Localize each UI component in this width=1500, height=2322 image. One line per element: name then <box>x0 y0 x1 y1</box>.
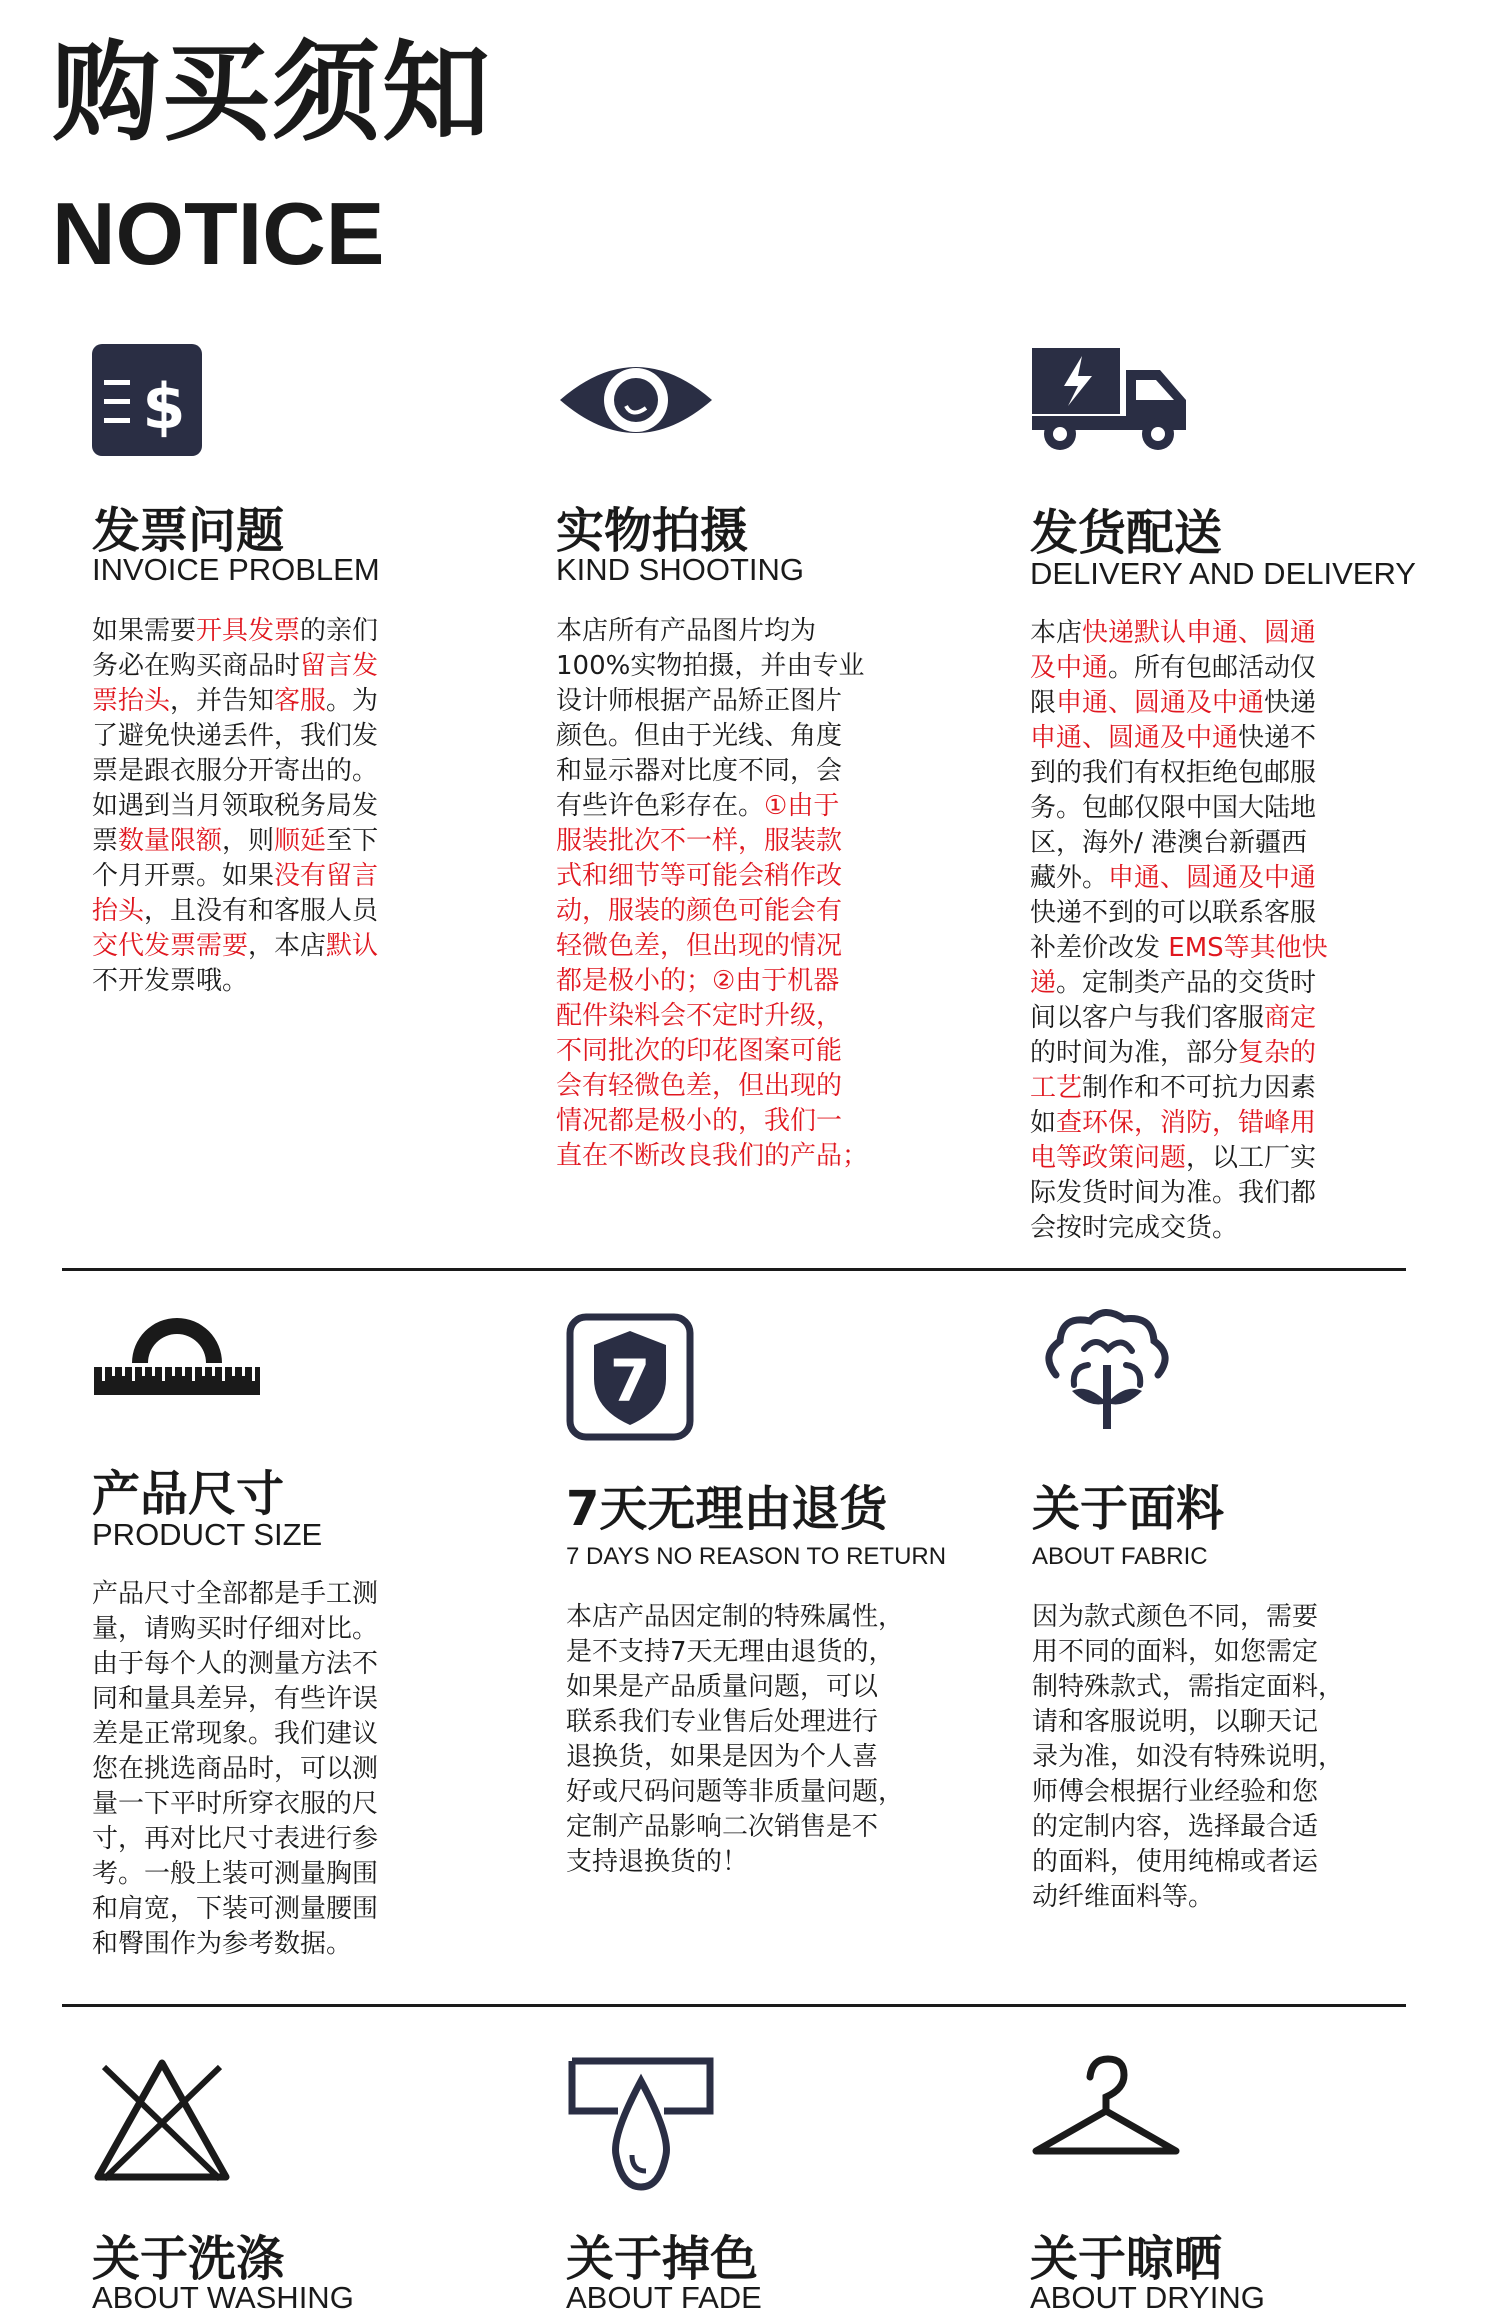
divider <box>62 1268 1406 1271</box>
section-heading: 发票问题 <box>92 503 285 559</box>
body-text: 本店 <box>1030 618 1083 648</box>
section-heading: 产品尺寸 <box>92 1466 285 1522</box>
body-text: 的时间为准，部分 <box>1030 1038 1239 1068</box>
body-text: 。为 了避免快递丢件，我们发 票是跟衣服分开寄出的。 如遇到当月领取税务局发 票 <box>92 686 379 856</box>
highlight-text: 快递默认申通、圆通 及中通 <box>1030 618 1317 683</box>
page-title-cn: 购买须知 <box>52 31 493 156</box>
hanger-icon <box>1030 2055 1180 2175</box>
body-text: 因为款式颜色不同，需要 用不同的面料，如您需定 制特殊款式，需指定面料， 请和客服说明，以聊天记 录为准，如没有特殊说明， 师傅会根据行业经验和您 的定制内容，选择最合适 的面料，使用纯棉或者运 动纤维面料等。 <box>1032 1602 1345 1912</box>
dye-drop-icon <box>566 2055 716 2195</box>
section-body <box>92 614 378 999</box>
section-subheading: ABOUT FABRIC <box>1032 1543 1208 1570</box>
highlight-text: EMS等其他快 递 <box>1030 933 1328 998</box>
body-text: 快递 <box>1264 688 1317 718</box>
body-text: 的亲们 务必在购买商品时 <box>92 616 379 681</box>
body-text: 。所有包邮活动仅 限 <box>1030 653 1317 718</box>
highlight-text: 申通、圆通及中通 <box>1108 863 1317 893</box>
svg-text:7: 7 <box>609 1347 651 1415</box>
section-subheading: ABOUT WASHING <box>92 2280 354 2315</box>
highlight-text: 复杂的 工艺 <box>1030 1038 1317 1103</box>
section-heading: 发货配送 <box>1030 505 1223 561</box>
section-heading: 关于面料 <box>1032 1481 1225 1537</box>
highlight-text: 申通、圆通及中通 <box>1030 723 1239 753</box>
body-text: 如果需要 <box>92 616 197 646</box>
svg-text:$: $ <box>142 370 186 443</box>
section-heading: 关于洗涤 <box>92 2231 285 2287</box>
body-text: 。定制类产品的交货时 间以客户与我们客服 <box>1030 968 1317 1033</box>
section-heading: 7天无理由退货 <box>566 1481 888 1537</box>
highlight-text: 默认 <box>326 931 379 961</box>
section-body <box>556 614 868 1174</box>
section-body <box>1032 1600 1344 1915</box>
body-text: ，以工厂实 际发货时间为准。我们都 会按时完成交货。 <box>1030 1143 1317 1243</box>
highlight-text: ①由于 服装批次不一样，服装款 式和细节等可能会稍作改 动，服装的颜色可能会有 轻微色差，但出现的情况 都是极小的；②由于机器 配件染料会不定时升级， 不同批次的印花图案可能 会有轻微色差，但出现的 情况都是极小的，我们一 直在不断改良我们的产品； <box>556 791 869 1171</box>
body-text: 本店所有产品图片均为 100%实物拍摄，并由专业 设计师根据产品矫正图片 颜色。但由于光线、角度 和显示器对比度不同，会 有些许色彩存在。 <box>556 616 865 821</box>
no-wash-icon <box>92 2055 232 2185</box>
highlight-text: 查环保，消防，错峰用 电等政策问题 <box>1030 1108 1317 1173</box>
divider <box>62 2004 1406 2007</box>
section-heading: 实物拍摄 <box>556 503 749 559</box>
section-body <box>1030 616 1328 1246</box>
section-subheading: KIND SHOOTING <box>556 552 805 587</box>
section-body <box>92 1577 378 1962</box>
highlight-text: 顺延 <box>274 826 327 856</box>
highlight-text: 申通、圆通及中通 <box>1056 688 1265 718</box>
highlight-text: 客服 <box>274 686 327 716</box>
body-text: ，并告知 <box>170 686 275 716</box>
page-title-en: NOTICE <box>52 184 385 283</box>
highlight-text: 开具发票 <box>196 616 301 646</box>
body-text: 产品尺寸全部都是手工测 量，请购买时仔细对比。 由于每个人的测量方法不 同和量具差异，有些许误 差是正常现象。我们建议 您在挑选商品时，可以测 量一下平时所穿衣服的尺 寸，再对比尺寸表进行参 考。一般上装可测量胸围 和肩宽，下装可测量腰围 和臀围作为参考数据。 <box>92 1579 379 1959</box>
section-heading: 关于晾晒 <box>1030 2231 1223 2287</box>
body-text: 至下 个月开票。如果 <box>92 826 379 891</box>
highlight-text: 数量限额 <box>118 826 223 856</box>
delivery-truck-icon <box>1030 344 1190 454</box>
seven-day-shield-icon <box>566 1313 694 1441</box>
ruler-protractor-icon <box>92 1305 262 1397</box>
section-subheading: 7 DAYS NO REASON TO RETURN <box>566 1543 947 1570</box>
invoice-dollar-icon <box>92 344 202 456</box>
section-heading: 关于掉色 <box>566 2231 759 2287</box>
body-text: ，且没有和客服人员 <box>144 896 379 926</box>
section-subheading: INVOICE PROBLEM <box>92 552 380 587</box>
cotton-flower-icon <box>1032 1305 1182 1435</box>
eye-icon <box>556 344 716 456</box>
highlight-text: 没有留言 抬头 <box>92 861 379 926</box>
body-text: 快递不到的可以联系客服 补差价改发 <box>1030 898 1317 963</box>
section-subheading: ABOUT DRYING <box>1030 2280 1265 2315</box>
section-body <box>566 1600 904 1880</box>
section-subheading: DELIVERY AND DELIVERY <box>1030 556 1416 591</box>
highlight-text: 商定 <box>1264 1003 1317 1033</box>
section-subheading: PRODUCT SIZE <box>92 1517 323 1552</box>
body-text: ，则 <box>222 826 275 856</box>
body-text: ，本店 <box>248 931 327 961</box>
section-subheading: ABOUT FADE <box>566 2280 762 2315</box>
highlight-text: 留言发 票抬头 <box>92 651 379 716</box>
body-text: 不开发票哦。 <box>92 966 249 996</box>
highlight-text: 交代发票需要 <box>92 931 249 961</box>
body-text: 快递不 到的我们有权拒绝包邮服 务。包邮仅限中国大陆地 区，海外/ 港澳台新疆西 藏外。 <box>1030 723 1317 893</box>
body-text: 本店产品因定制的特殊属性， 是不支持7天无理由退货的， 如果是产品质量问题，可以 联系我们专业售后处理进行 退换货，如果是因为个人喜 好或尺码问题等非质量问题， 定制产品影响二次销售是不 支持退换货的！ <box>566 1602 905 1877</box>
body-text: 制作和不可抗力因素 如 <box>1030 1073 1317 1138</box>
